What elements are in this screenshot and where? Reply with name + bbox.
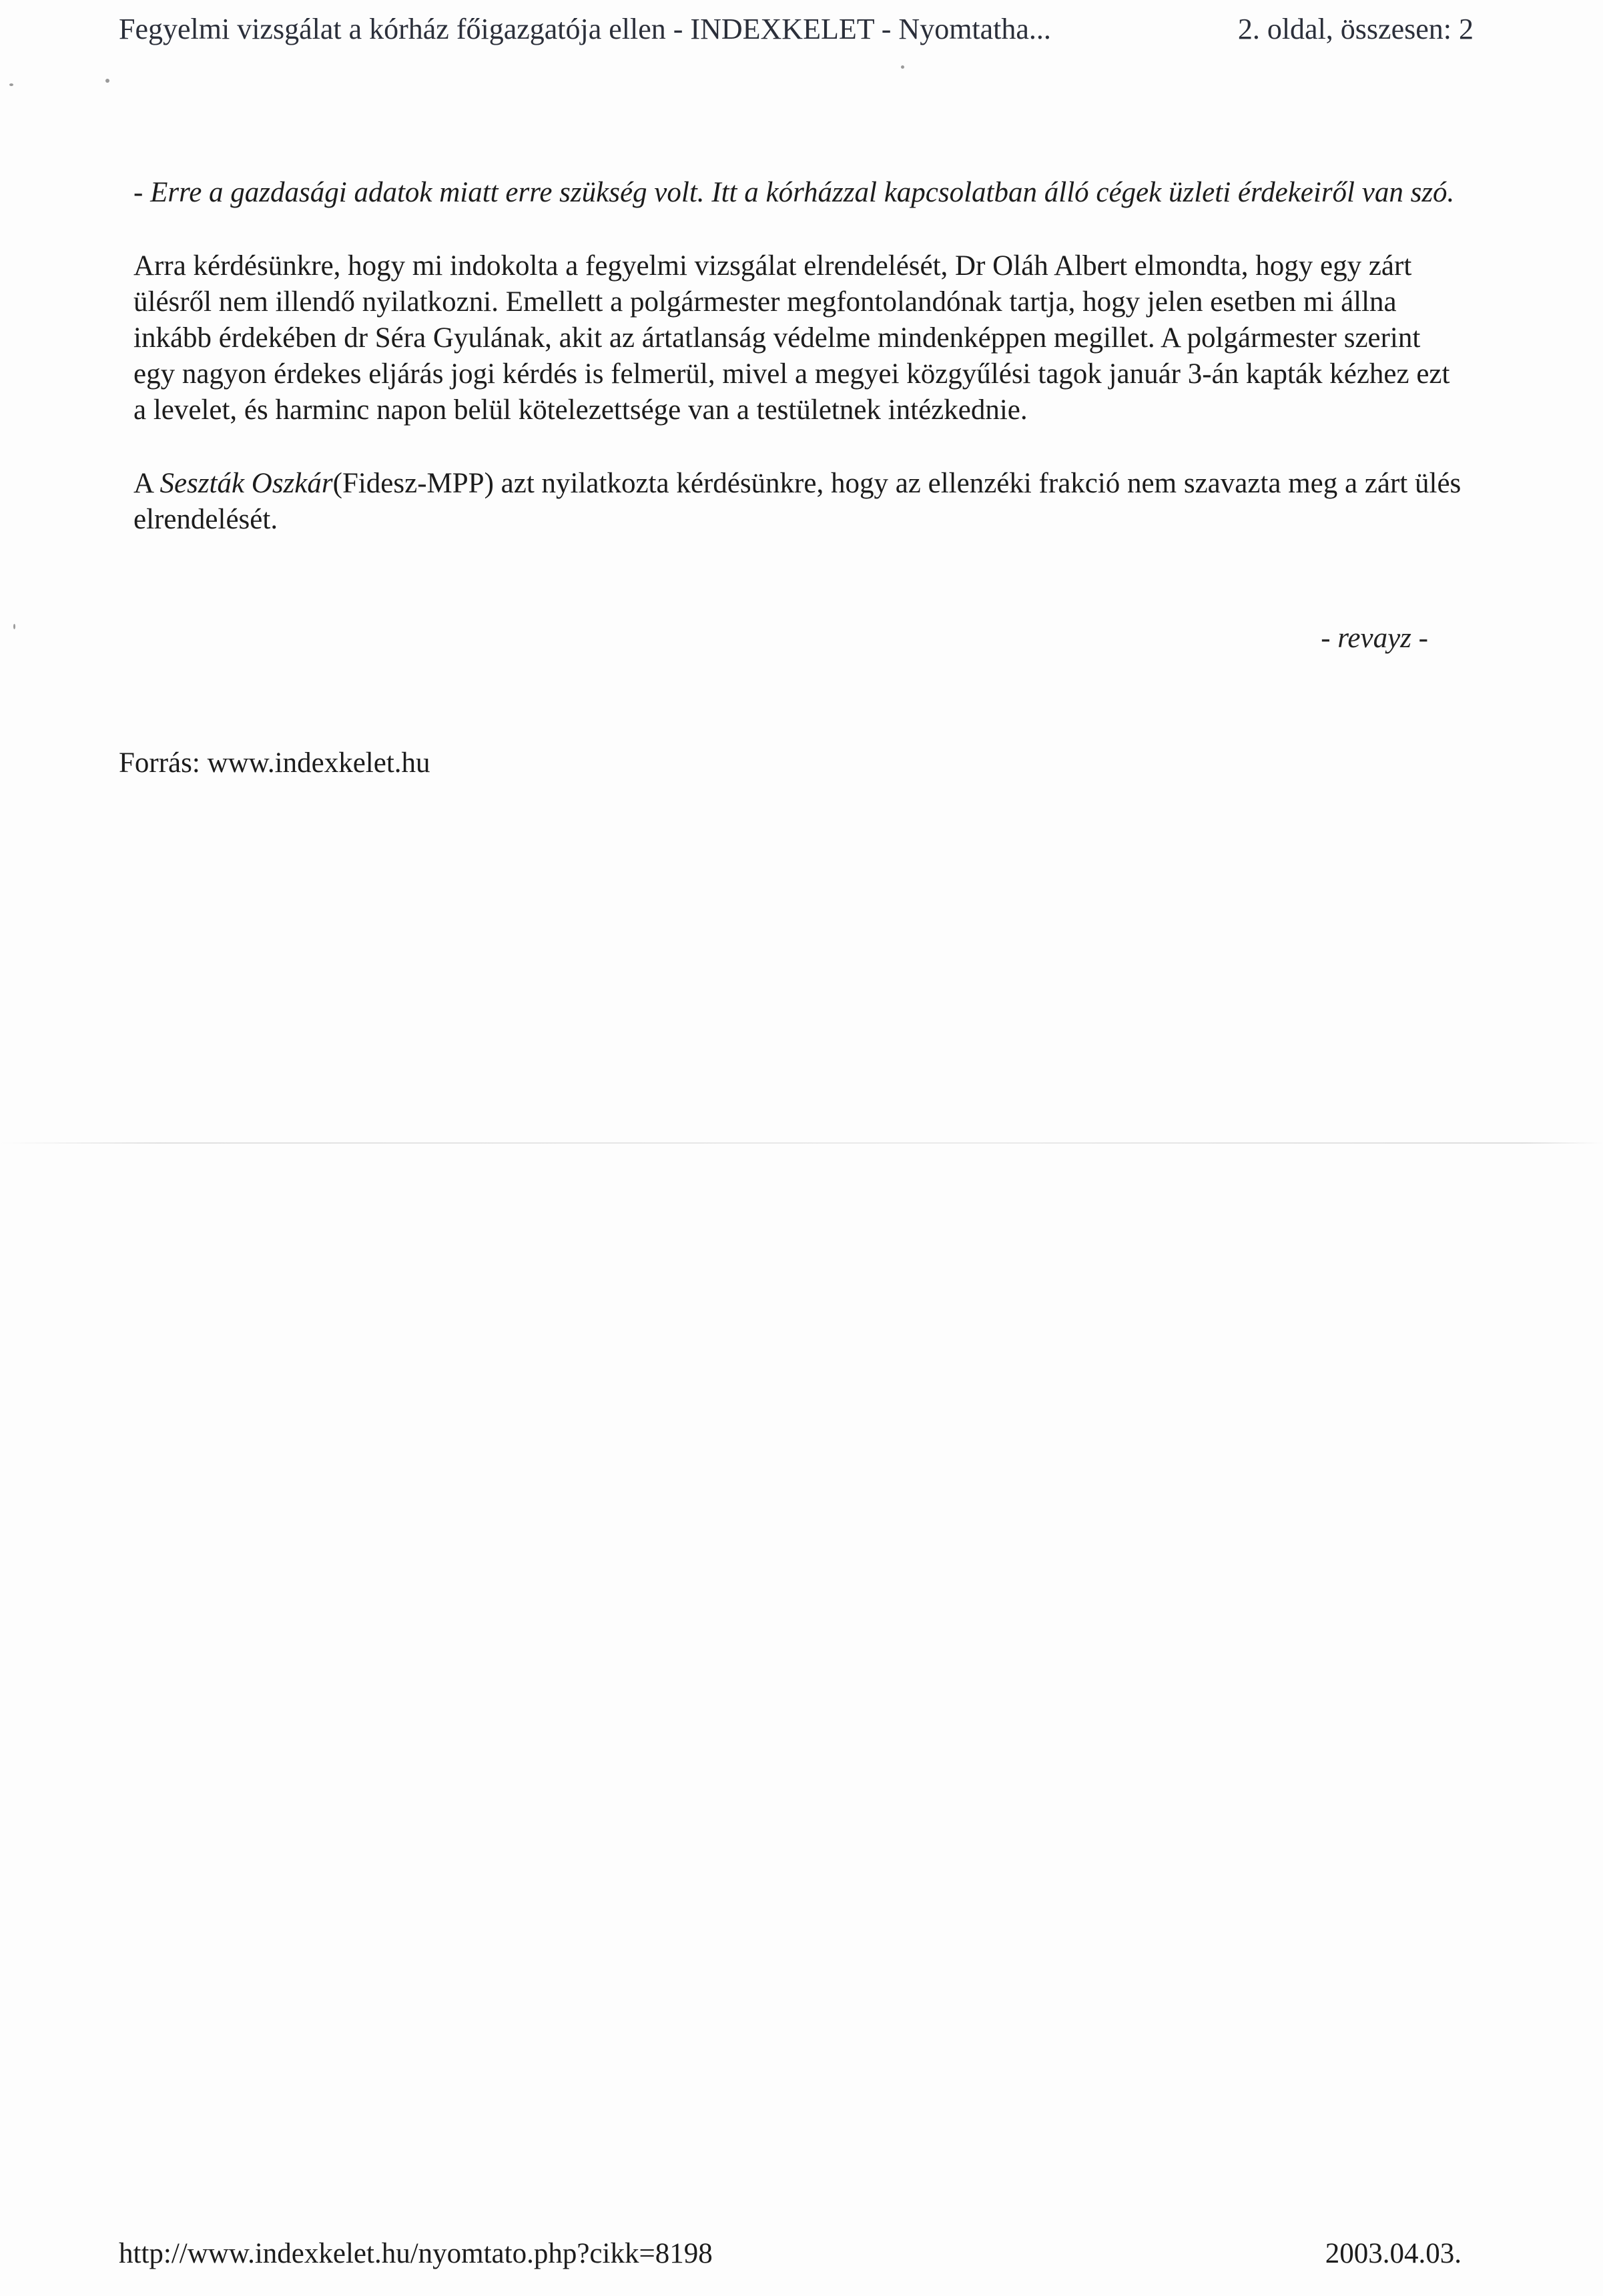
footer-date: 2003.04.03. [1325, 2238, 1462, 2269]
scan-speck [901, 65, 904, 69]
paper-fold-line [0, 1142, 1603, 1144]
page-title: Fegyelmi vizsgálat a kórház főigazgatója ellen - INDEXKELET - Nyomtatha... [119, 13, 1051, 45]
quote-paragraph: - Erre a gazdasági adatok miatt erre szükség volt. Itt a kórházzal kapcsolatban álló cégek üzleti érdekeiről van szó. [133, 177, 1455, 208]
paragraph2-rest: (Fidesz-MPP) azt nyilatkozta kérdésünkre, hogy az ellenzéki frakció nem szavazta meg a zárt ülés elrendelését. [133, 468, 1462, 535]
article-body [133, 175, 1468, 538]
scan-speck [13, 624, 15, 629]
person-name: Seszták Oszkár [159, 468, 333, 499]
scan-speck [9, 83, 13, 86]
body-paragraph-1: Arra kérdésünkre, hogy mi indokolta a fegyelmi vizsgálat elrendelését, Dr Oláh Albert elmondta, hogy egy zárt ülésről nem illendő nyilatkozni. Emellett a polgármester megfontolandónak tartja, hogy jelen esetben mi állna inkább érdekében dr Séra Gyulának, akit az ártatlanság védelme mindenképpen megillet. A polgármester szerint egy nagyon érdekes eljárás jogi kérdés is felmerül, mivel a megyei közgyűlési tagok január 3-án kapták kézhez ezt a levelet, és harminc napon belül kötelezettsége van a testületnek intézkednie. [133, 250, 1450, 426]
footer-url: http://www.indexkelet.hu/nyomtato.php?cikk=8198 [119, 2238, 713, 2269]
paragraph2-prefix: A [133, 468, 160, 499]
author-signature: - revayz - [1321, 623, 1428, 654]
page-counter: 2. oldal, összesen: 2 [1237, 13, 1474, 45]
scan-speck [105, 79, 109, 83]
source-line: Forrás: www.indexkelet.hu [119, 747, 430, 779]
body-paragraph-2 [133, 466, 1468, 538]
